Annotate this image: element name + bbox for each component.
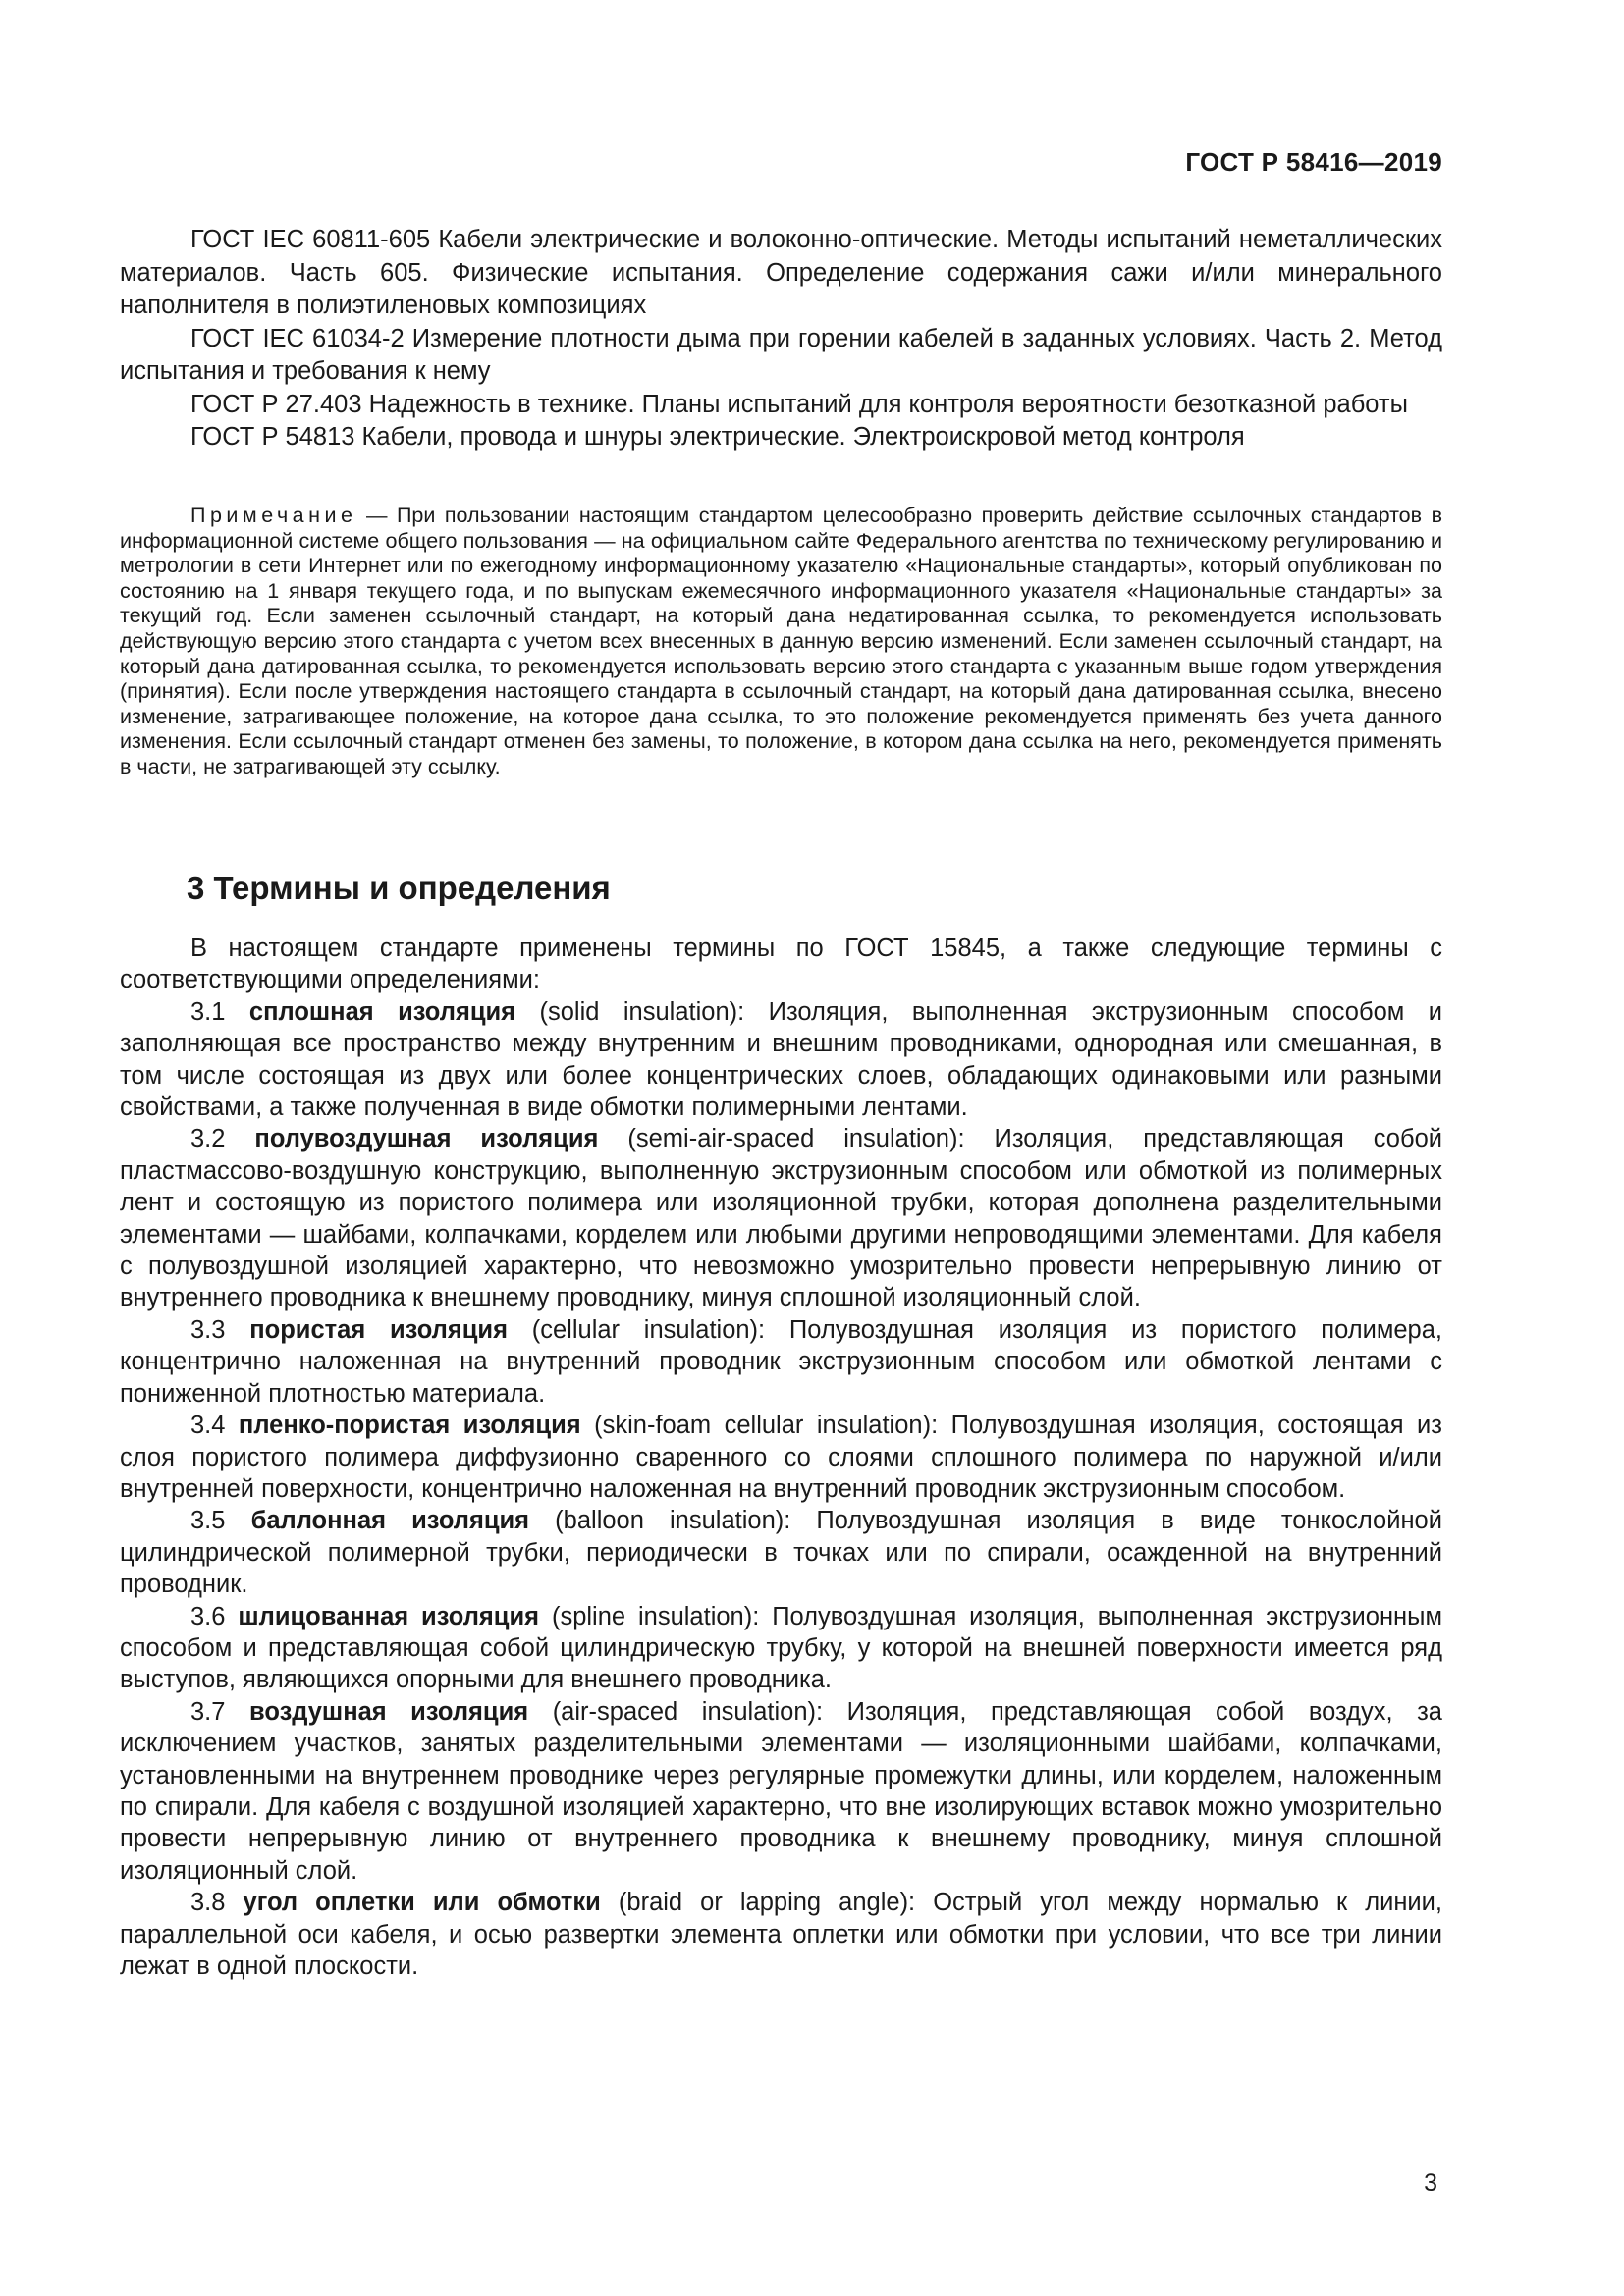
term-definition: (cellular insulation): Полувоздушная изоляция из пористого полимера, концентрично наложенная на внутренний проводник экструзионным способом или обмоткой лентами с пониженной плотностью материала.	[120, 1315, 1443, 1408]
term-definition: (semi-air-spaced insulation): Изоляция, представляющая собой пластмассово-воздушную конструкцию, выполненную экструзионным способом или обмоткой из полимерных лент и состоящую из пористого полимера или изоляционной трубки, которая дополнена разделительными элементами — шайбами, колпачками, корделем или любыми другими непроводящими элементами. Для кабеля с полувоздушной изоляцией характерно, что невозможно умозрительно провести непрерывную линию от внутреннего проводника к внешнему проводнику, минуя сплошной изоляционный слой.	[120, 1125, 1443, 1312]
term-number: 3.3	[190, 1315, 226, 1344]
term-name: полувоздушная изоляция	[254, 1125, 599, 1153]
reference-item: ГОСТ Р 27.403 Надежность в технике. Планы испытаний для контроля вероятности безотказной работы	[190, 390, 1408, 418]
term-name: пленко-пористая изоляция	[238, 1412, 581, 1440]
terms-list	[120, 933, 1442, 1982]
note-paragraph	[120, 504, 1442, 780]
term-name: шлицованная изоляция	[238, 1602, 540, 1630]
references-list	[120, 224, 1442, 454]
term-item	[120, 1505, 1442, 1600]
term-number: 3.6	[190, 1602, 226, 1630]
term-definition: (balloon insulation): Полувоздушная изоляция в виде тонкослойной цилиндрической полимерной трубки, периодически в точках или по спирали, осажденной на внутренний проводник.	[120, 1507, 1442, 1599]
term-item	[120, 1123, 1442, 1313]
term-number: 3.7	[190, 1697, 226, 1726]
note-block	[120, 504, 1442, 780]
page-number: 3	[1424, 2169, 1437, 2197]
section-title: 3 Термины и определения	[187, 870, 611, 906]
term-item	[120, 1601, 1442, 1696]
term-item	[120, 996, 1442, 1124]
term-item	[120, 1314, 1442, 1410]
term-number: 3.1	[190, 997, 226, 1026]
note-text: — При пользовании настоящим стандартом целесообразно проверить действие ссылочных стандартов в информационной системе общего пользования — на официальном сайте Федерального агентства по техническому регулированию и метрологии в сети Интернет или по ежегодному информационному указателю «Национальные стандарты», который опубликован по состоянию на 1 января текущего года, и по выпускам ежемесячного информационного указателя «Национальные стандарты» за текущий год. Если заменен ссылочный стандарт, на который дана недатированная ссылка, то рекомендуется использовать действующую версию этого стандарта с учетом всех внесенных в данную версию изменений. Если заменен ссылочный стандарт, на который дана датированная ссылка, то рекомендуется использовать версию этого стандарта с указанным выше годом утверждения (принятия). Если после утверждения настоящего стандарта в ссылочный стандарт, на который дана датированная ссылка, внесено изменение, затрагивающее положение, на которое дана ссылка, то это положение рекомендуется применять без учета данного изменения. Если ссылочный стандарт отменен без замены, то положение, в котором дана ссылка на него, рекомендуется применять в части, не затрагивающей эту ссылку.	[120, 504, 1442, 778]
term-name: пористая изоляция	[249, 1315, 508, 1344]
term-number: 3.8	[190, 1889, 226, 1917]
term-item	[120, 1696, 1442, 1887]
reference-item: ГОСТ IEC 61034-2 Измерение плотности дыма при горении кабелей в заданных условиях. Часть 2. Метод испытания и требования к нему	[120, 324, 1442, 385]
section-intro: В настоящем стандарте применены термины по ГОСТ 15845, а также следующие термины с соответствующими определениями:	[120, 934, 1442, 994]
term-number: 3.2	[190, 1125, 226, 1153]
term-number: 3.5	[190, 1507, 226, 1535]
term-name: воздушная изоляция	[249, 1697, 529, 1726]
term-definition: (spline insulation): Полувоздушная изоляция, выполненная экструзионным способом и представляющая собой цилиндрическую трубку, у которой на внешней поверхности имеется ряд выступов, являющихся опорными для внешнего проводника.	[120, 1602, 1442, 1694]
note-label: Примечание	[190, 504, 357, 527]
term-definition: (braid or lapping angle): Острый угол между нормалью к линии, параллельной оси кабеля, и осью развертки элемента оплетки или обмотки при условии, что все три линии лежат в одной плоскости.	[120, 1889, 1442, 1980]
term-definition: (solid insulation): Изоляция, выполненная экструзионным способом и заполняющая все пространство между внутренним и внешним проводниками, однородная или смешанная, в том числе состоящая из двух или более концентрических слоев, обладающих одинаковыми или разными свойствами, а также полученная в виде обмотки полимерными лентами.	[120, 997, 1442, 1122]
page-header: ГОСТ Р 58416—2019	[1185, 147, 1442, 177]
reference-item: ГОСТ IEC 60811-605 Кабели электрические и волоконно-оптические. Методы испытаний неметаллических материалов. Часть 605. Физические испытания. Определение содержания сажи и/или минерального наполнителя в полиэтиленовых композициях	[120, 226, 1442, 319]
term-item	[120, 1410, 1442, 1505]
term-name: сплошная изоляция	[248, 997, 516, 1026]
term-number: 3.4	[190, 1412, 226, 1440]
term-definition: (skin-foam cellular insulation): Полувоздушная изоляция, состоящая из слоя пористого полимера диффузионно сваренного со слоями сплошного полимера по наружной и/или внутренней поверхности, концентрично наложенная на внутренний проводник экструзионным способом.	[120, 1412, 1442, 1503]
term-name: угол оплетки или обмотки	[243, 1889, 601, 1917]
term-definition: (air-spaced insulation): Изоляция, представляющая собой воздух, за исключением участков, занятых разделительными элементами — изоляционными шайбами, колпачками, установленными на внутреннем проводнике через регулярные промежутки длины, или корделем, наложенным по спирали. Для кабеля с воздушной изоляцией характерно, что вне изолирующих вставок можно умозрительно провести непрерывную линию от внутреннего проводника к внешнему проводнику, минуя сплошной изоляционный слой.	[120, 1697, 1442, 1885]
reference-item: ГОСТ Р 54813 Кабели, провода и шнуры электрические. Электроискровой метод контроля	[190, 423, 1245, 451]
term-item	[120, 1887, 1442, 1982]
term-name: баллонная изоляция	[250, 1507, 530, 1535]
